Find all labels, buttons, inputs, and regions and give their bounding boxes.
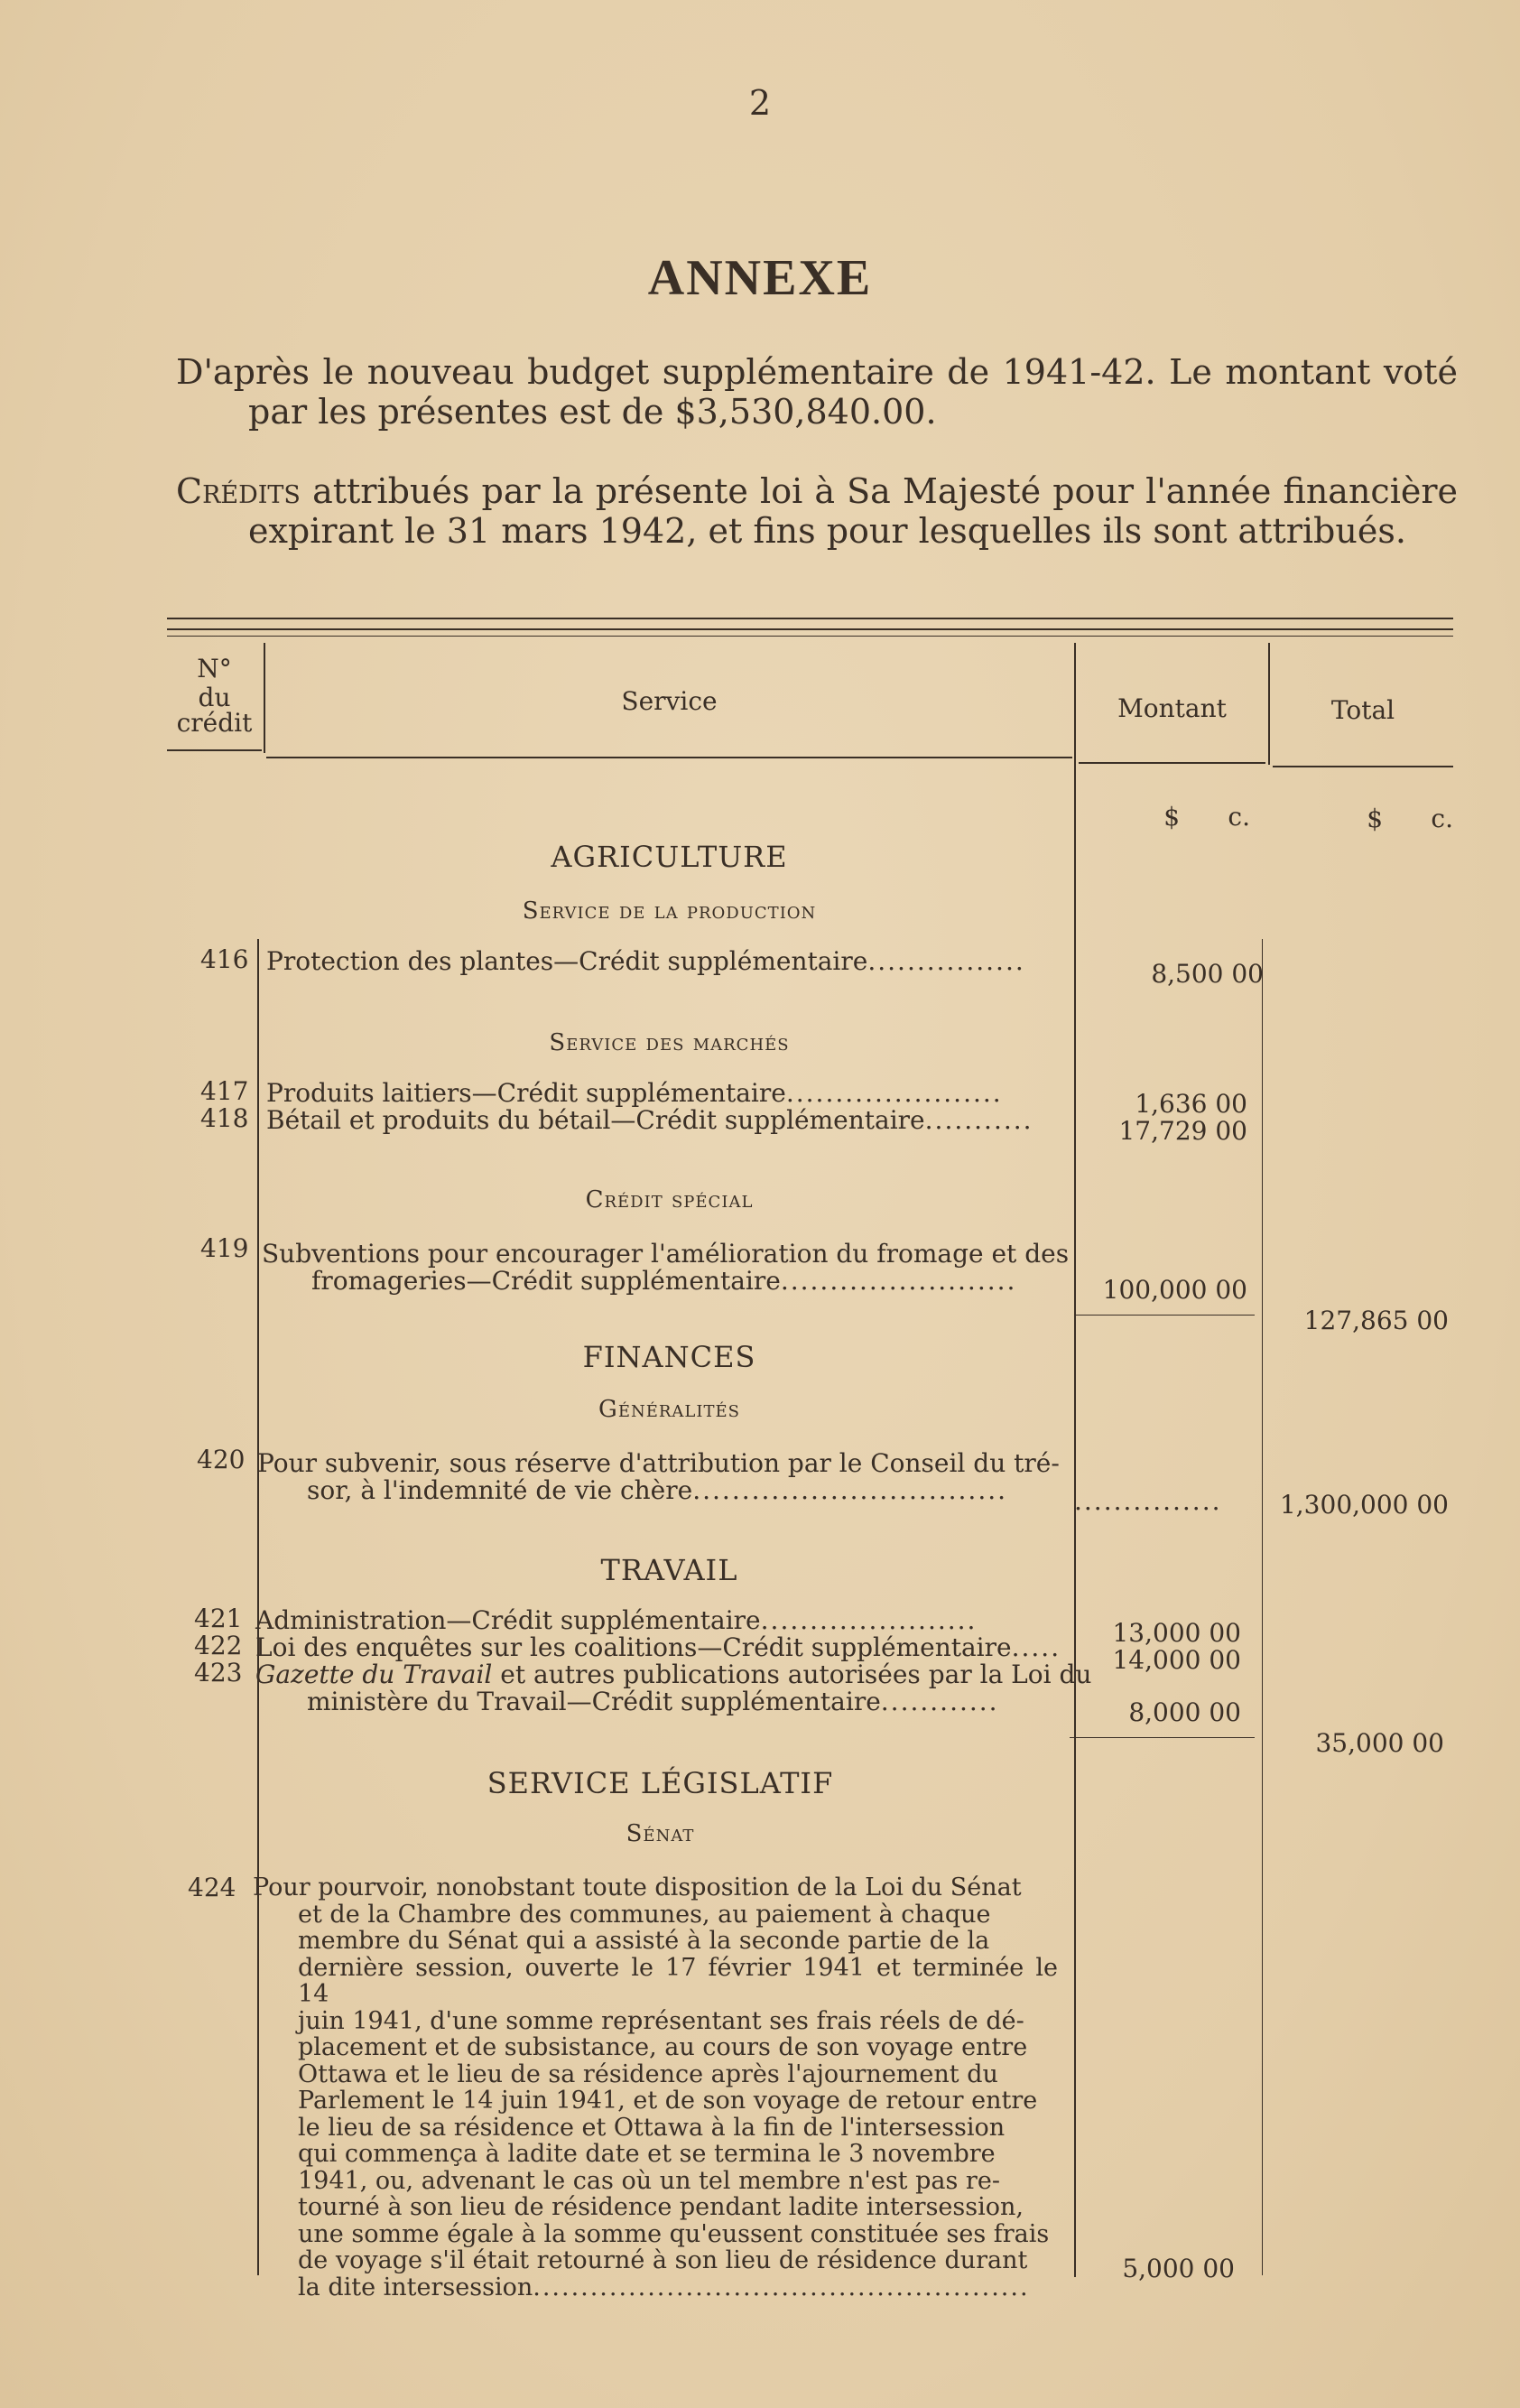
para-line: juin 1941, d'une somme représentant ses frais réels de dé- bbox=[298, 2006, 1024, 2035]
row-text-420-line2 bbox=[307, 1477, 1007, 1504]
row-no-418: 418 bbox=[200, 1103, 249, 1133]
intro-lead: Crédits bbox=[176, 471, 301, 511]
para-line: 1941, ou, advenant le cas où un tel membre n'est pas re- bbox=[298, 2166, 1000, 2195]
table-top-rule-3 bbox=[167, 636, 1453, 637]
row-amount-423: 8,000 00 bbox=[1128, 1697, 1241, 1727]
col-divider-3 bbox=[1268, 643, 1270, 765]
row-amount-dots-420: ............... bbox=[1074, 1486, 1222, 1516]
row-text-422 bbox=[255, 1634, 1061, 1661]
row-text-418 bbox=[266, 1107, 1033, 1134]
row-label: et autres publications autorisées par la Loi du bbox=[492, 1660, 1092, 1689]
intro-paragraph-2 bbox=[176, 471, 1458, 551]
row-label: fromageries—Crédit supplémentaire bbox=[311, 1266, 781, 1296]
header-underline-1 bbox=[167, 749, 262, 751]
row-amount-418: 17,729 00 bbox=[1118, 1116, 1247, 1146]
row-label: ministère du Travail—Crédit supplémentaire bbox=[307, 1687, 881, 1716]
leader-dots: ............ bbox=[880, 1687, 999, 1716]
para-line bbox=[253, 2274, 1058, 2301]
intro-paragraph-1: D'après le nouveau budget supplémentaire de 1941-42. Le montant voté par les présentes est de $3,530,840.00. bbox=[176, 352, 1458, 432]
row-text-423-line1 bbox=[255, 1661, 1091, 1688]
row-label: Produits laitiers—Crédit supplémentaire bbox=[266, 1078, 786, 1108]
row-no-423: 423 bbox=[194, 1658, 243, 1687]
row-text-423-line2 bbox=[307, 1688, 999, 1715]
section-travail: TRAVAIL bbox=[600, 1553, 738, 1587]
row-no-420: 420 bbox=[197, 1445, 246, 1474]
para-line: placement et de subsistance, au cours de son voyage entre bbox=[298, 2033, 1028, 2061]
total-travail: 35,000 00 bbox=[1315, 1728, 1444, 1758]
row-amount-416: 8,500 00 bbox=[1151, 959, 1264, 989]
header-no: N° bbox=[197, 654, 232, 683]
subsection-production: Service de la production bbox=[522, 897, 817, 925]
subtotal-rule-travail bbox=[1070, 1737, 1255, 1738]
row-text-424 bbox=[253, 1874, 1058, 2301]
row-no-416: 416 bbox=[200, 944, 249, 974]
leader-dots: ........... bbox=[924, 1105, 1033, 1135]
row-label: Bétail et produits du bétail—Crédit supplémentaire bbox=[266, 1105, 925, 1135]
header-total: Total bbox=[1330, 695, 1395, 725]
row-text-419-line1: Subventions pour encourager l'amélioration du fromage et des bbox=[262, 1239, 1070, 1269]
header-montant: Montant bbox=[1117, 693, 1227, 723]
row-text-419-line2 bbox=[311, 1268, 1016, 1295]
subsection-marches: Service des marchés bbox=[549, 1029, 790, 1056]
section-finances: FINANCES bbox=[582, 1340, 756, 1374]
para-line: une somme égale à la somme qu'eussent constituée ses frais bbox=[298, 2219, 1050, 2248]
leader-dots: ...................... bbox=[760, 1605, 978, 1635]
para-line: Parlement le 14 juin 1941, et de son voyage de retour entre bbox=[298, 2087, 1038, 2115]
col-divider-2 bbox=[1074, 643, 1076, 2277]
leader-dots: .................................................... bbox=[533, 2273, 1030, 2301]
header-underline-3 bbox=[1079, 762, 1265, 764]
leader-dots: ........................ bbox=[780, 1266, 1017, 1296]
header-service: Service bbox=[621, 686, 718, 716]
col-divider-3-body bbox=[1262, 939, 1263, 2275]
para-line: et de la Chambre des communes, au paiement à chaque bbox=[298, 1900, 991, 1929]
row-no-424: 424 bbox=[188, 1873, 236, 1902]
row-amount-419: 100,000 00 bbox=[1102, 1275, 1247, 1305]
row-no-421: 421 bbox=[194, 1604, 243, 1633]
row-amount-424: 5,000 00 bbox=[1122, 2254, 1235, 2283]
row-label: sor, à l'indemnité de vie chère bbox=[307, 1475, 693, 1505]
row-no-422: 422 bbox=[194, 1631, 243, 1660]
header-credit: crédit bbox=[176, 708, 253, 738]
gazette-title: Gazette du Travail bbox=[255, 1660, 493, 1689]
para-line: Ottawa et le lieu de sa résidence après l'ajournement du bbox=[298, 2059, 998, 2088]
para-line: tourné à son lieu de résidence pendant ladite intersession, bbox=[298, 2193, 1024, 2221]
para-line: Pour pourvoir, nonobstant toute disposition de la Loi du Sénat bbox=[253, 1873, 1022, 1901]
subsection-senat: Sénat bbox=[626, 1820, 695, 1847]
row-label: Loi des enquêtes sur les coalitions—Crédit supplémentaire bbox=[255, 1632, 1012, 1662]
para-line: de voyage s'il était retourné à son lieu de résidence durant bbox=[298, 2246, 1028, 2274]
row-text-420-line1: Pour subvenir, sous réserve d'attribution par le Conseil du tré- bbox=[257, 1448, 1060, 1478]
page-number: 2 bbox=[748, 83, 772, 123]
unit-total: $ c. bbox=[1367, 804, 1453, 833]
total-agriculture: 127,865 00 bbox=[1303, 1306, 1449, 1335]
header-underline-2 bbox=[266, 757, 1072, 758]
table-top-rule-1 bbox=[167, 618, 1453, 619]
row-text-417 bbox=[266, 1080, 1003, 1107]
row-text-421 bbox=[255, 1607, 977, 1634]
row-label: la dite intersession bbox=[298, 2273, 533, 2301]
row-amount-421: 13,000 00 bbox=[1112, 1618, 1241, 1648]
para-line: membre du Sénat qui a assisté à la seconde partie de la bbox=[298, 1927, 990, 1955]
row-text-416 bbox=[266, 948, 1025, 975]
leader-dots: ...................... bbox=[785, 1078, 1003, 1108]
subsection-special: Crédit spécial bbox=[585, 1186, 754, 1213]
section-legislatif: SERVICE LÉGISLATIF bbox=[487, 1766, 834, 1800]
row-label: Protection des plantes—Crédit supplémentaire bbox=[266, 946, 868, 976]
leader-dots: ................ bbox=[867, 946, 1025, 976]
row-amount-417: 1,636 00 bbox=[1135, 1089, 1247, 1119]
para-line: le lieu de sa résidence et Ottawa à la fin de l'intersession bbox=[298, 2113, 1006, 2142]
subsection-generalites: Généralités bbox=[598, 1396, 740, 1423]
para-line: dernière session, ouverte le 17 février 1941 et terminée le 14 bbox=[298, 1953, 1058, 2008]
total-finances: 1,300,000 00 bbox=[1279, 1490, 1449, 1520]
header-underline-4 bbox=[1273, 766, 1453, 767]
subtotal-rule-agriculture bbox=[1074, 1315, 1255, 1316]
leader-dots: ................................ bbox=[692, 1475, 1008, 1505]
unit-montant: $ c. bbox=[1163, 802, 1250, 832]
row-no-419: 419 bbox=[200, 1233, 249, 1263]
section-agriculture: AGRICULTURE bbox=[551, 840, 788, 874]
para-line: qui commença à ladite date et se termina le 3 novembre bbox=[298, 2140, 996, 2168]
header-du: du bbox=[198, 683, 231, 712]
intro-rest: attribués par la présente loi à Sa Majesté pour l'année financière expirant le 31 mars 1942, et fins pour lesquelles ils sont attribués. bbox=[248, 471, 1458, 551]
row-no-417: 417 bbox=[200, 1076, 249, 1106]
row-amount-422: 14,000 00 bbox=[1112, 1645, 1241, 1675]
col-divider-1 bbox=[264, 643, 265, 753]
leader-dots: ..... bbox=[1011, 1632, 1061, 1662]
page-title: ANNEXE bbox=[647, 250, 873, 306]
table-top-rule-2 bbox=[167, 628, 1453, 630]
row-label: Administration—Crédit supplémentaire bbox=[255, 1605, 761, 1635]
